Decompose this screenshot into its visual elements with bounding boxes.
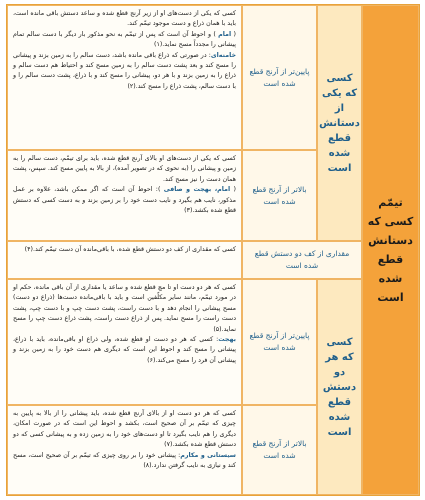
condition-cell <box>242 405 317 495</box>
condition-label: پایین‌تر از آرنج قطع شده است <box>249 331 310 352</box>
main-heading-cell <box>362 5 419 495</box>
description-text: کسی که هر دو دست او تا مچ قطع شده و ساعد یا مقداری از آن باقی مانده، حکم او در مورد تیمّم، مانند سایر مکلّفین است و باید با باقی‌مانده دست‌ها (ذراع دو دست) مسح پیشانی را انجام دهد و با دست راست، پشت دست چپ و با دست چپ، پشت دست راست را مسح نماید. پس از ذراع دست راست، پشت ذراع دست چپ را مسح نماید.(۵) <box>13 284 236 333</box>
group-one-hand-heading-cell <box>317 5 362 241</box>
description-cell <box>7 241 242 279</box>
description-text: خامنه‌ای: در صورتی که ذراع باقی مانده باشد، دست سالم را به زمین بزند و پیشانی را مسح کند و بعد پشت دست سالم را به زمین مسح کند و احتیاط هم دست سالم و ذراع را به زمین بزند و با هر دو، پیشانی را مسح کند و با ذراع، پشت دست سالم را و با دست سالم، پشت ذراع را مسح کند.(۲) <box>13 51 236 90</box>
description-text: کسی که مقداری از کف دو دستش قطع شده، با باقی‌مانده آن دست تیمّم کند.(۴) <box>24 246 236 253</box>
authority-label: خامنه‌ای <box>210 51 236 59</box>
authority-label: امام، بهجت و صافی <box>163 186 231 194</box>
group-heading: کسی که یکی از دستانش قطع شده است <box>319 72 360 174</box>
description-cell <box>7 279 242 405</box>
description-text: ( امام، بهجت و صافی ): احوط آن است که اگر ممکن باشد، علاوه بر عمل مذکور، نایب هم بگیرد و نایب دست خود را بر زمین بزند و به دست کسی که دستش قطع شده بکشد.(۳) <box>13 186 236 215</box>
description-text: کسی که یکی از دست‌های او بالای آرنج قطع شده، باید برای تیمّم، دست سالم را به زمین و پیشانی را (به نحوی که در تصویر آمده)، از بالا به پایین مسح کند. سپس، پشت همان دست را نیز مسح کند. <box>13 155 236 183</box>
condition-label: مقداری از کف دو دستش قطع شده است <box>254 249 350 270</box>
description-cell <box>7 405 242 495</box>
description-text: سیستانی و مکارم: پیشانی خود را بر روی چیزی که تیمّم بر آن صحیح است، مسح کند و نیازی به نایب گرفتن ندارد.(۸) <box>13 451 236 470</box>
condition-cell <box>242 5 317 150</box>
description-cell <box>7 5 242 150</box>
condition-cell <box>242 150 317 241</box>
description-text: بهجت: کسی که هر دو دست او قطع شده، ولی ذراع او باقی‌مانده، باید با ذراع، پیشانی را مسح کند و احوط این است که دیگری هم دست خود را به زمین بزند و پیشانی آن فرد را مسح می‌کند.(۶) <box>13 336 236 364</box>
description-text: ( امام ) و احوط آن است که پس از تیمّم به نحو مذکور بار دیگر با دست سالم تمام پیشانی را مجدداً مسح نماید.(۱) <box>13 30 236 49</box>
authority-label: بهجت <box>218 336 236 344</box>
main-heading: تیمّم کسی که دستانش قطع شده است <box>367 196 414 304</box>
description-text: کسی که یکی از دست‌های او از زیر آرنج قطع شده و ساعد دستش باقی مانده است، باید با همان ذراع و دست موجود تیمّم کند. <box>13 10 236 28</box>
group-both-hands-heading-cell <box>317 279 362 495</box>
condition-label: بالاتر از آرنج قطع شده است <box>252 184 307 206</box>
condition-label: پایین‌تر از آرنج قطع شده است <box>249 66 310 88</box>
authority-label: سیستانی و مکارم <box>180 451 236 459</box>
description-cell <box>7 150 242 241</box>
description-text: کسی که هر دو دست او از بالای آرنج قطع شده، باید پیشانی را از بالا به پایین به چیزی که تیمّم بر آن صحیح است، بکشد و احوط این است که در صورت امکان، دیگری را هم نایب بگیرد تا او دست‌های خود را به زمین زده و به پیشانی کسی که دو دستش قطع شده بکشد.(۷) <box>13 410 236 449</box>
condition-label: بالاتر از آرنج قطع شده است <box>252 439 307 460</box>
condition-cell <box>242 279 317 405</box>
tayammum-table <box>6 4 420 496</box>
authority-label: امام <box>218 30 232 38</box>
group-heading: کسی که هر دو دستش قطع شده است <box>322 336 357 438</box>
condition-cell <box>242 241 362 279</box>
